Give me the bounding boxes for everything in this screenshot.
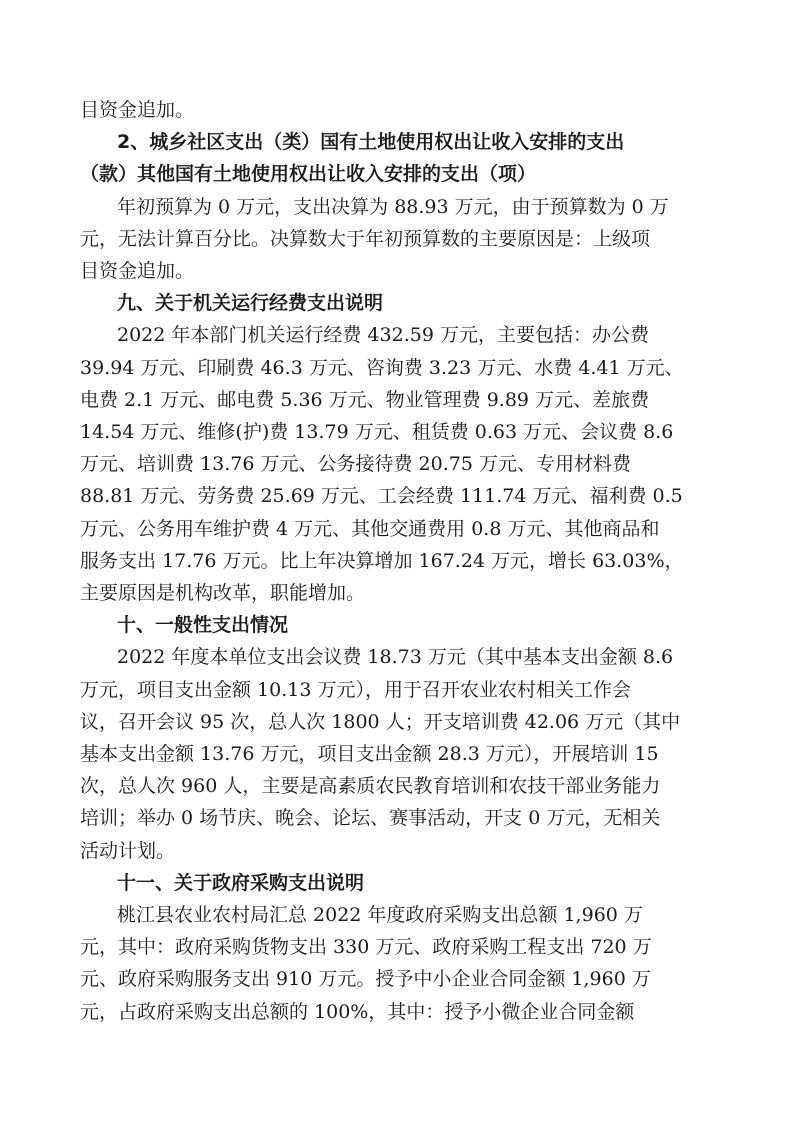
text-line: [0, 802, 793, 834]
line-text: 基本支出金额 13.76 万元，项目支出金额 28.3 万元），开展培训 15: [80, 743, 659, 765]
line-text: 万元，项目支出金额 10.13 万元），用于召开农业农村相关工作会: [80, 679, 631, 701]
line-text: 主要原因是机构改革，职能增加。: [80, 582, 366, 604]
text-line: [0, 963, 793, 995]
line-text: 十、一般性支出情况: [117, 614, 289, 636]
line-text: 元，占政府采购支出总额的 100%，其中：授予小微企业合同金额: [80, 1001, 635, 1023]
text-line: [0, 738, 793, 770]
line-text: 88.81 万元、劳务费 25.69 万元、工会经费 111.74 万元、福利费 0.5: [80, 485, 683, 507]
text-line: [0, 674, 793, 706]
line-text: 桃江县农业农村局汇总 2022 年度政府采购支出总额 1,960 万: [117, 904, 643, 926]
line-text: 元，其中：政府采购货物支出 330 万元、政府采购工程支出 720 万: [80, 936, 652, 958]
text-line: [0, 899, 793, 931]
line-text: 服务支出 17.76 万元。比上年决算增加 167.24 万元，增长 63.03%，: [80, 550, 684, 572]
line-text: 议，召开会议 95 次，总人次 1800 人；开支培训费 42.06 万元（其中: [80, 711, 681, 733]
line-text: 14.54 万元、维修(护)费 13.79 万元、租赁费 0.63 万元、会议费 8.6: [80, 421, 674, 443]
line-text: 电费 2.1 万元、邮电费 5.36 万元、物业管理费 9.89 万元、差旅费: [80, 389, 650, 411]
line-text: 2022 年度本单位支出会议费 18.73 万元（其中基本支出金额 8.6: [117, 646, 674, 668]
text-line: [0, 448, 793, 480]
text-line: [0, 384, 793, 416]
line-text: 元，无法计算百分比。决算数大于年初预算数的主要原因是：上级项: [80, 228, 651, 250]
line-text: （款）其他国有土地使用权出让收入安排的支出（项）: [80, 163, 537, 185]
line-text: 万元、公务用车维护费 4 万元、其他交通费用 0.8 万元、其他商品和: [80, 518, 660, 540]
line-text: 次，总人次 960 人，主要是高素质农民教育培训和农技干部业务能力: [80, 775, 661, 797]
section-heading: [0, 609, 793, 641]
text-line: [0, 577, 793, 609]
line-text: 目资金追加。: [80, 260, 195, 282]
line-text: 元、政府采购服务支出 910 万元。授予中小企业合同金额 1,960 万: [80, 968, 651, 990]
line-text: 培训；举办 0 场节庆、晚会、论坛、赛事活动，开支 0 万元，无相关: [80, 807, 661, 829]
text-line: [0, 416, 793, 448]
line-text: 年初预算为 0 万元，支出决算为 88.93 万元，由于预算数为 0 万: [117, 196, 669, 218]
text-line: [0, 223, 793, 255]
line-text: 2、城乡社区支出（类）国有土地使用权出让收入安排的支出: [117, 131, 625, 153]
line-text: 十一、关于政府采购支出说明: [117, 872, 365, 894]
section-heading: [0, 158, 793, 190]
text-line: [0, 480, 793, 512]
line-text: 目资金追加。: [80, 99, 195, 121]
line-text: 万元、培训费 13.76 万元、公务接待费 20.75 万元、专用材料费: [80, 453, 631, 475]
section-heading: [0, 287, 793, 319]
text-line: [0, 931, 793, 963]
text-line: [0, 545, 793, 577]
text-line: [0, 94, 793, 126]
line-text: 2022 年本部门机关运行经费 432.59 万元，主要包括：办公费: [117, 324, 649, 346]
section-heading: [0, 126, 793, 158]
text-line: [0, 641, 793, 673]
text-line: [0, 352, 793, 384]
line-text: 活动计划。: [80, 840, 176, 862]
line-text: 39.94 万元、印刷费 46.3 万元、咨询费 3.23 万元、水费 4.41 万元、: [80, 357, 684, 379]
text-line: [0, 513, 793, 545]
text-line: [0, 835, 793, 867]
section-heading: [0, 867, 793, 899]
text-line: [0, 191, 793, 223]
text-line: [0, 255, 793, 287]
text-line: [0, 706, 793, 738]
text-line: [0, 996, 793, 1028]
text-line: [0, 319, 793, 351]
line-text: 九、关于机关运行经费支出说明: [117, 292, 384, 314]
text-line: [0, 770, 793, 802]
